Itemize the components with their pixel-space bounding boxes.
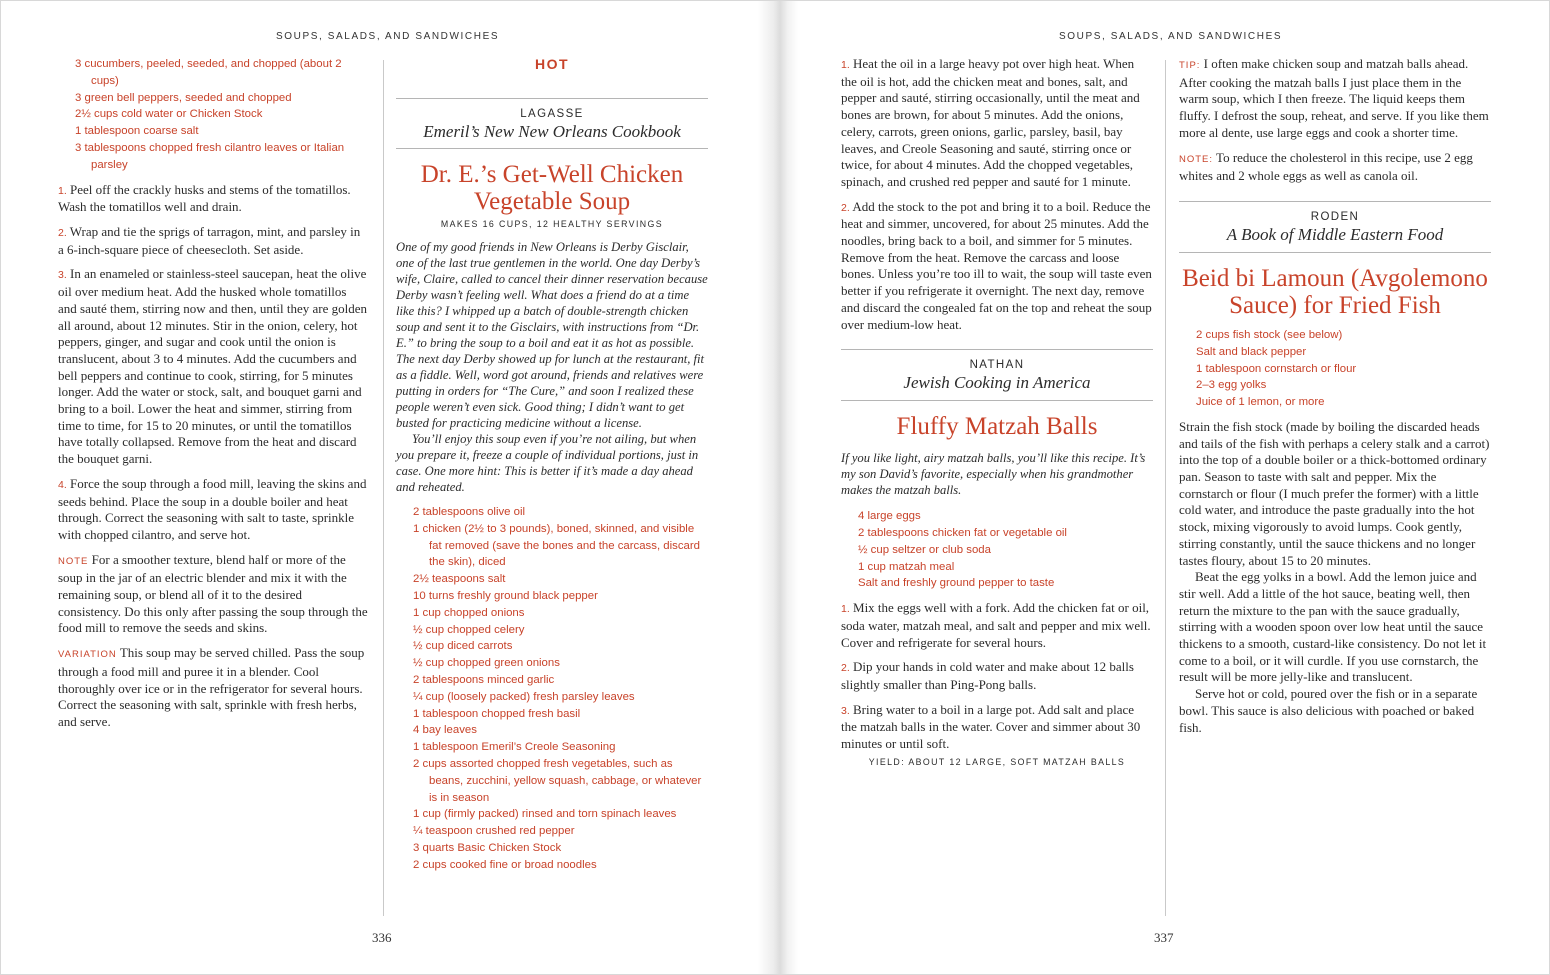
ingredient-list [413,504,705,874]
ingredient: 3 cucumbers, peeled, seeded, and chopped (about 2 cups) [75,58,342,87]
divider-rule [396,148,708,149]
ingredient: 1 tablespoon chopped fresh basil [413,707,581,720]
page-number: 336 [372,930,392,945]
ingredient: ¼ cup (loosely packed) fresh parsley leaves [413,690,635,703]
right-page-column-1 [841,56,1153,767]
ingredient: 2 cups assorted chopped fresh vegetables, such as beans, zucchini, yellow squash, cabbage, or whatever is in season [413,757,702,804]
ingredient: 3 tablespoons chopped fresh cilantro leaves or Italian parsley [75,141,345,171]
ingredient: Salt and black pepper [1196,345,1307,358]
recipe-yield: MAKES 16 CUPS, 12 HEALTHY SERVINGS [440,219,664,229]
ingredient: Juice of 1 lemon, or more [1196,396,1325,409]
divider-rule [396,98,708,99]
ingredient: 1 cup chopped onions [413,606,525,619]
divider-rule [1179,252,1491,253]
recipe-title: Beid bi Lamoun (Avgolemono Sauce) for Fried Fish [1182,264,1488,319]
tip: TIP: I often make chicken soup and matzah balls ahead. After cooking the matzah balls I just place them in the warm soup, which I then freeze. The liquid keeps them fluffy. I defrost the soup, reheat, and serve. If you like them more al dente, use large eggs and cook a shorter time. [1179,56,1489,140]
note: NOTE For a smoother texture, blend half or more of the soup in the jar of an electric blender and mix it with the remaining soup, or blend all of it to the desired consistency. Do this only after passing the soup through the food mill to remove the seeds and skins. [58,551,368,636]
variation: VARIATION This soup may be served chilled. Pass the soup through a food mill and puree it in a blender. Cool thoroughly over ice or in the refrigerator for several hours. Correct the seasoning with salt, sprinkle with fresh herbs, and serve. [58,645,365,729]
right-page-column-2 [1179,56,1491,736]
divider-rule [1179,201,1491,202]
recipe-title: Fluffy Matzah Balls [896,413,1098,441]
author-name: LAGASSE [520,108,584,120]
ingredient: 2 cups cooked fine or broad noodles [413,858,597,871]
column-divider [383,60,384,916]
ingredient-list [75,56,345,174]
ingredient: 1 tablespoon Emeril’s Creole Seasoning [413,741,616,754]
ingredient: 2 tablespoons chicken fat or vegetable oil [858,527,1067,540]
book-title: Jewish Cooking in America [903,373,1091,393]
ingredient: Salt and freshly ground pepper to taste [858,577,1055,590]
ingredient: ¼ teaspoon crushed red pepper [413,825,575,838]
method-paragraph: Beat the egg yolks in a bowl. Add the lemon juice and stir well. Add a little of the hot sauce, beating well, then return the mixture to the pan with the sauce gradually, stirring with a wooden spoon over low heat until the sauce thickens to a smooth, custard-like consistency. Do not let it come to a boil, or it will curdle. If you use cornstarch, the result will be more jelly-like and translucent. [1179,569,1487,685]
column-divider [1165,60,1166,916]
left-page-column-1 [58,56,368,739]
ingredient: 2½ teaspoons salt [413,573,506,586]
ingredient: 3 green bell peppers, seeded and chopped [75,91,292,104]
book-title: A Book of Middle Eastern Food [1226,224,1444,244]
ingredient: 2–3 egg yolks [1196,379,1267,392]
recipe-title: Dr. E.’s Get-Well Chicken Vegetable Soup [420,161,684,215]
ingredient-list [858,508,1150,592]
left-page-column-2 [396,56,708,874]
ingredient: 2½ cups cold water or Chicken Stock [75,108,263,121]
author-name: NATHAN [969,359,1025,372]
ingredient: ½ cup chopped green onions [413,657,560,670]
step: 1. Peel off the crackly husks and stems of the tomatillos. Wash the tomatillos well and drain. [58,181,351,215]
ingredient: ½ cup seltzer or club soda [858,543,991,556]
ingredient: ½ cup chopped celery [413,623,525,636]
ingredient: 4 bay leaves [413,724,477,737]
running-head: SOUPS, SALADS, AND SANDWICHES [276,31,500,42]
recipe-intro: If you like light, airy matzah balls, you’ll like this recipe. It’s my son David’s favorite, especially when his grandmother makes the matzah balls. [841,451,1146,498]
ingredient: ½ cup diced carrots [413,640,513,653]
ingredient: 2 cups fish stock (see below) [1196,328,1343,341]
recipe-yield: YIELD: ABOUT 12 LARGE, SOFT MATZAH BALLS [868,756,1126,767]
running-head: SOUPS, SALADS, AND SANDWICHES [1059,31,1283,42]
step: 4. Force the soup through a food mill, leaving the skins and seeds behind. Place the soup in a double boiler and heat through. Correct the seasoning with salt to taste, sprinkle with chopped cilantro, and serve hot. [58,475,367,542]
book-title: Emeril’s New New Orleans Cookbook [423,122,681,141]
divider-rule [841,400,1153,401]
left-page [0,0,760,975]
ingredient: 1 chicken (2½ to 3 pounds), boned, skinned, and visible fat removed (save the bones and the carcass, discard the skin), diced [413,522,700,569]
method-paragraph: Strain the fish stock (made by boiling the discarded heads and tails of the fish with perhaps a celery stalk and a carrot) into the top of a double boiler or a thick-bottomed ordinary pan. Season to taste with salt and pepper. Mix the cornstarch or flour (I much prefer the former) with a little cold water, and introduce the paste gradually into the hot stock, mixing vigorously to avoid lumps. Cook gently, stirring constantly, until the sauce thickens and no longer tastes floury, about 15 to 20 minutes. [1179,418,1490,568]
ingredient: 1 cup (firmly packed) rinsed and torn spinach leaves [413,808,677,821]
author-name: RODEN [1310,210,1360,223]
ingredient: 2 tablespoons olive oil [413,506,526,518]
ingredient: 10 turns freshly ground black pepper [413,589,598,602]
step: 2. Dip your hands in cold water and make about 12 balls slightly smaller than Ping-Pong balls. [841,659,1134,693]
step: 2. Add the stock to the pot and bring it to a boil. Reduce the heat and simmer, uncovered, for about 25 minutes. Add the noodles, bring back to a boil, and simmer for 5 minutes. Remove from the heat. Remove the carcass and loose bones. Unless you’re too ill to wait, the soup will taste even better if you refrigerate it overnight. The next day, remove and discard the congealed fat on the top and reheat the soup over medium-low heat. [841,198,1152,332]
method-paragraph: Serve hot or cold, poured over the fish or in a separate bowl. This sauce is also delicious with poached or baked fish. [1179,686,1478,735]
ingredient: 1 tablespoon coarse salt [75,125,199,138]
ingredient: 1 cup matzah meal [858,560,955,573]
page-number: 337 [1154,930,1174,945]
recipe-intro: You’ll enjoy this soup even if you’re not ailing, but when you prepare it, freeze a couple of individual portions, just in case. One more hint: This is better if it’s made a day ahead and reheated. [396,432,699,494]
ingredient-list [1196,327,1488,411]
recipe-intro: One of my good friends in New Orleans is Derby Gisclair, one of the last true gentlemen in the world. One day Derby’s wife, Claire, called to cancel their dinner reservation because Derby wasn’t feeling well. What does a friend do at a time like this? I whipped up a batch of double-strength chicken soup and sent it to the Gisclairs, with instructions from “Dr. E.” to bring the soup to a boil and eat it as hot as possible. The next day Derby showed up for lunch at the restaurant, fit as a fiddle. Well, word got around, friends and relatives were putting in orders for “The Cure,” and soon I realized these people weren’t even sick. Good thing; I didn’t want to get busted for practicing medicine without a license. [396,240,708,430]
step: 2. Wrap and tie the sprigs of tarragon, mint, and parsley in a 6-inch-square piece of cheesecloth. Set aside. [58,223,361,257]
note: NOTE: To reduce the cholesterol in this recipe, use 2 egg whites and 2 whole eggs as well as canola oil. [1179,149,1473,184]
divider-rule [841,349,1153,350]
step: 3. In an enameled or stainless-steel saucepan, heat the olive oil over medium heat. Add the husked whole tomatillos and sauté them, stirring now and then, until they are golden all around, about 12 minutes. Stir in the onion, celery, hot peppers, ginger, and sugar and cook until the onion is translucent, about 3 to 4 minutes. Add the cucumbers and bell peppers and continue to cook, stirring, for 5 minutes longer. Add the water or stock, salt, and bouquet garni and bring to a boil. Lower the heat and simmer, stirring from time to time, for 15 to 20 minutes, or until the tomatillos have totally collapsed. Remove from the heat and discard the bouquet garni. [58,266,368,467]
step: 1. Heat the oil in a large heavy pot over high heat. When the oil is hot, add the chicken meat and bones, salt, and pepper and sauté, stirring occasionally, until the meat and bones are brown, for about 5 minutes. Add the onions, celery, carrots, green onions, garlic, parsley, basil, bay leaves, and Creole Seasoning and sauté, stirring once or twice, for about 4 minutes. Add the chopped vegetables, spinach, and crushed red pepper and sauté for 1 minute. [841,56,1140,189]
ingredient: 3 quarts Basic Chicken Stock [413,841,562,854]
step: 3. Bring water to a boil in a large pot. Add salt and place the matzah balls in the water. Cover and simmer about 30 minutes or until soft. [841,701,1141,752]
ingredient: 4 large eggs [858,510,921,523]
right-page [790,0,1550,975]
ingredient: 1 tablespoon cornstarch or flour [1196,362,1357,375]
section-heading: HOT [534,56,570,72]
ingredient: 2 tablespoons minced garlic [413,673,555,686]
step: 1. Mix the eggs well with a fork. Add the chicken fat or oil, soda water, matzah meal, and salt and pepper and mix well. Cover and refrigerate for several hours. [841,600,1151,650]
